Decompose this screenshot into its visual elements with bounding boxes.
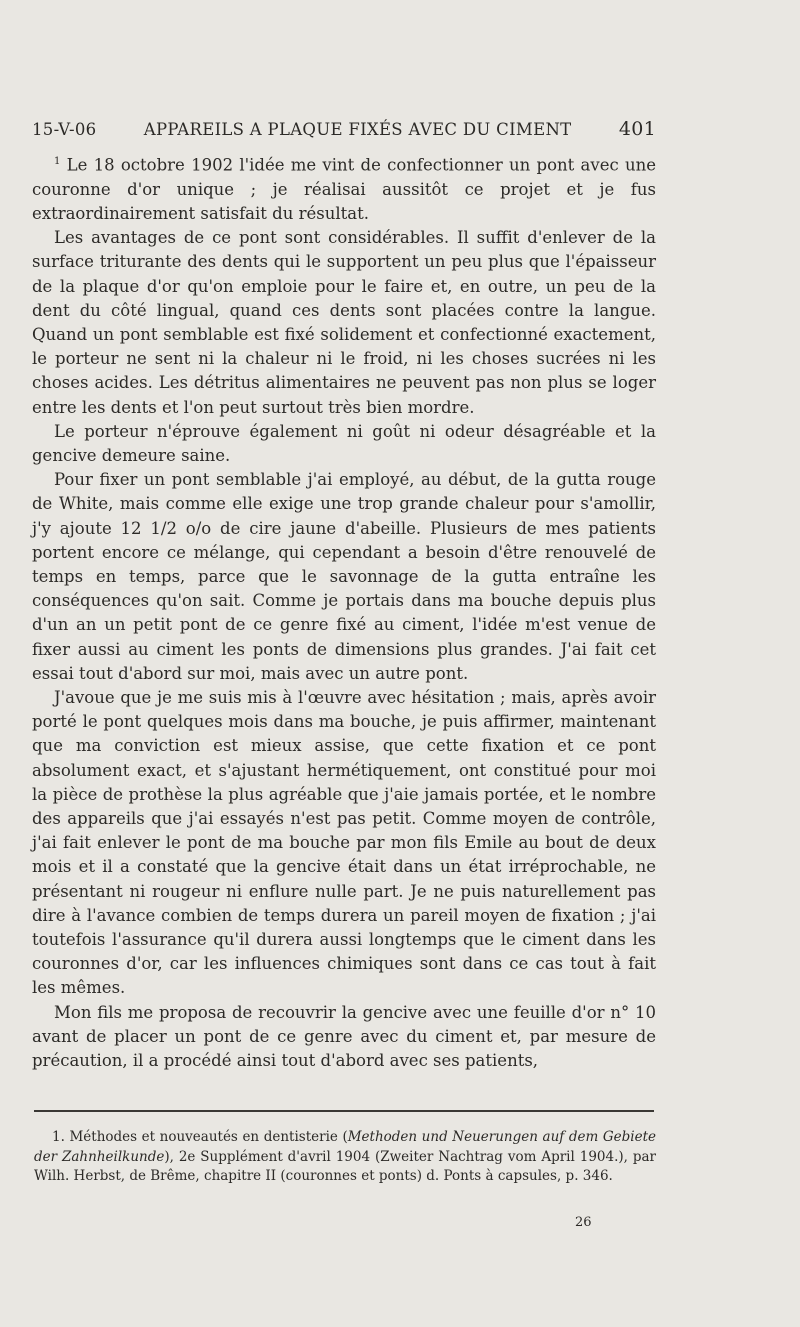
paragraph: $^1$ Le 18 octobre 1902 l'idée me vint de confectionner un pont avec une couronne d'or unique ; je réalisai aussitôt ce projet et je fus extraordinairement satisfait du résultat. [32,155,656,223]
footnote: 1. Méthodes et nouveautés en dentisterie (Methoden und Neuerungen auf dem Gebiete der Zahnheilkunde), 2e Supplément d'avril 1904 (Zweiter Nachtrag vom April 1904.), par Wilh. Herbst, de Brême, chapitre II (couronnes et ponts) d. Ponts à capsules, p. 346. [34,1129,656,1184]
paragraph: J'avoue que je me suis mis à l'œuvre avec hésitation ; mais, après avoir porté le pont quelques mois dans ma bouche, je puis affirmer, maintenant que ma conviction est mieux assise, que cette fixation et ce pont absolument exact, et s'ajustant hermétiquement, ont constitué pour moi la pièce de prothèse la plus agréable que j'aie jamais portée, et le nombre des appareils que j'ai essayés n'est pas petit. Comme moyen de contrôle, j'ai fait enlever le pont de ma bouche par mon fils Emile au bout de deux mois et il a constaté que la gencive était dans un état irréprochable, ne présentant ni rougeur ni enflure nulle part. Je ne puis naturellement pas dire à l'avance combien de temps durera un pareil moyen de fixation ; j'ai toutefois l'assurance qu'il durera aussi longtemps que le ciment dans les couronnes d'or, car les influences chimiques sont dans ce cas tout à fait les mêmes. [32,687,656,998]
header-date: 15-V-06 [32,120,97,139]
header-title: APPAREILS A PLAQUE FIXÉS AVEC DU CIMENT [143,120,572,139]
paragraph: Le porteur n'éprouve également ni goût ni odeur désagréable et la gencive demeure saine. [32,421,656,465]
body-text [32,150,656,1073]
paragraph: Mon fils me proposa de recouvrir la gencive avec une feuille d'or n° 10 avant de placer un pont de ce genre avec du ciment et, par mesure de précaution, il a procédé ainsi tout d'abord avec ses patients, [32,1002,656,1071]
running-header [32,118,656,140]
paragraph: Les avantages de ce pont sont considérables. Il suffit d'enlever de la surface triturante des dents qui le supportent un peu plus que l'épaisseur de la plaque d'or qu'on emploie pour le faire et, en outre, un peu de la dent du côté lingual, quand ces dents sont placées contre la langue. Quand un pont semblable est fixé solidement et confectionné exactement, le porteur ne sent ni la chaleur ni le froid, ni les choses sucrées ni les choses acides. Les détritus alimentaires ne peuvent pas non plus se loger entre les dents et l'on peut surtout très bien mordre. [32,228,656,417]
footnote-divider [34,1110,654,1112]
footnote-marker: 1 [54,156,61,167]
signature-number: 26 [575,1215,592,1230]
footnote-italic-title: Methoden und Neuerungen auf dem Gebiete der Zahnheilkunde [34,1129,656,1165]
page-number: 401 [618,118,656,140]
paragraph: Pour fixer un pont semblable j'ai employé, au début, de la gutta rouge de White, mais comme elle exige une trop grande chaleur pour s'amollir, j'y ajoute 12 1/2 o/o de cire jaune d'abeille. Plusieurs de mes patients portent encore ce mélange, qui cependant a besoin d'être renouvelé de temps en temps, parce que le savonnage de la gutta entraîne les conséquences qu'on sait. Comme je portais dans ma bouche depuis plus d'un an un petit pont de ce genre fixé au ciment, l'idée m'est venue de fixer aussi au ciment les ponts de dimensions plus grandes. J'ai fait cet essai tout d'abord sur moi, mais avec un autre pont. [32,470,656,683]
